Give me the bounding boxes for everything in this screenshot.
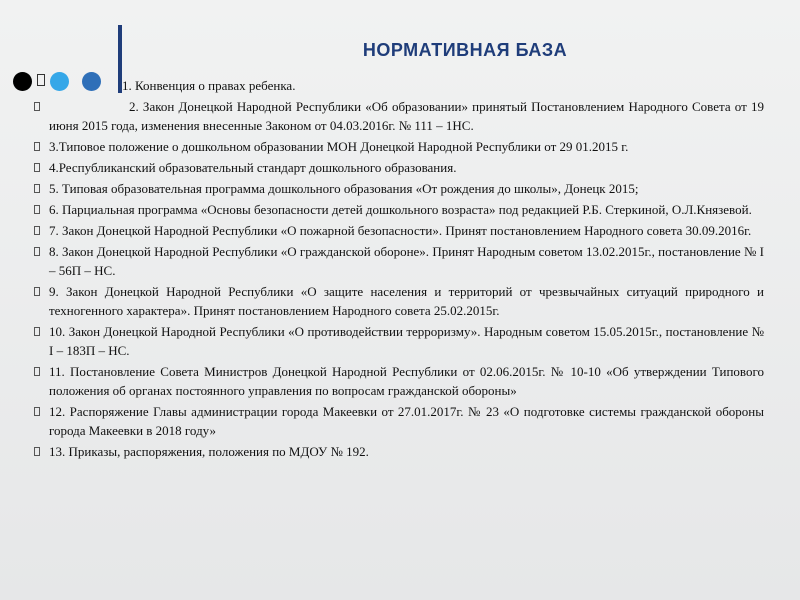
black-dot-decoration [13,72,32,91]
list-item-text: 10. Закон Донецкой Народной Республики «О противодействии терроризму». Народным советом 15.05.2015г., постановление № I – 183П – НС. [49,324,764,358]
list-item-text: 9. Закон Донецкой Народной Республики «О защите населения и территорий от чрезвычайных ситуаций природного и техногенного характера». Принят постановлением Народного совета 25.02.2015г. [49,284,764,318]
bullet-box-icon [34,287,40,296]
bullet-box-icon [34,226,40,235]
list-item-text: 13. Приказы, распоряжения, положения по МДОУ № 192. [49,444,369,459]
list-item-text: 11. Постановление Совета Министров Донецкой Народной Республики от 02.06.2015г. № 10-10 «Об утверждении Типового положения об органах постоянного управления по вопросам гражданской обороны» [49,364,764,398]
list-item-text: 3.Типовое положение о дошкольном образовании МОН Донецкой Народной Республики от 29 01.2015 г. [49,139,629,154]
list-item-text: 12. Распоряжение Главы администрации города Макеевки от 27.01.2017г. № 23 «О подготовке системы гражданской обороны города Макеевки в 2018 году» [49,404,764,438]
list-item-text: 5. Типовая образовательная программа дошкольного образования «От рождения до школы», Донецк 2015; [49,181,639,196]
bullet-box-icon [34,184,40,193]
list-item-text: 8. Закон Донецкой Народной Республики «О гражданской обороне». Принят Народным советом 13.02.2015г., постановление № I – 56П – НС. [49,244,764,278]
regulations-list [34,76,764,463]
list-item [34,137,764,156]
bullet-box-icon [34,102,40,111]
list-item-text: 6. Парциальная программа «Основы безопасности детей дошкольного возраста» под редакцией Р.Б. Стеркиной, О.Л.Князевой. [49,202,752,217]
slide-title: НОРМАТИВНАЯ БАЗА [362,40,568,60]
bullet-box-icon [34,142,40,151]
list-item [34,282,764,320]
list-item [34,76,764,95]
list-item-text: 1. Конвенция о правах ребенка. [122,78,296,93]
list-item [34,402,764,440]
list-item-text: 4.Республиканский образовательный стандарт дошкольного образования. [49,160,457,175]
list-item [34,97,764,135]
list-item [34,158,764,177]
list-item [34,322,764,360]
bullet-box-icon [34,367,40,376]
bullet-box-icon [34,327,40,336]
bullet-box-icon [34,407,40,416]
bullet-box-icon [34,447,40,456]
list-item [34,221,764,240]
list-item-text: 2. Закон Донецкой Народной Республики «Об образовании» принятый Постановлением Народного Совета от 19 июня 2015 года, изменения внесенные Законом от 04.03.2016г. № 111 – 1НС. [49,99,764,133]
list-item [34,362,764,400]
bullet-box-icon [34,163,40,172]
list-item [34,179,764,198]
list-item-text: 7. Закон Донецкой Народной Республики «О пожарной безопасности». Принят постановлением Народного совета 30.09.2016г. [49,223,752,238]
list-item [34,242,764,280]
bullet-box-icon [34,247,40,256]
list-item [34,200,764,219]
bullet-box-icon [34,205,40,214]
list-item [34,442,764,461]
